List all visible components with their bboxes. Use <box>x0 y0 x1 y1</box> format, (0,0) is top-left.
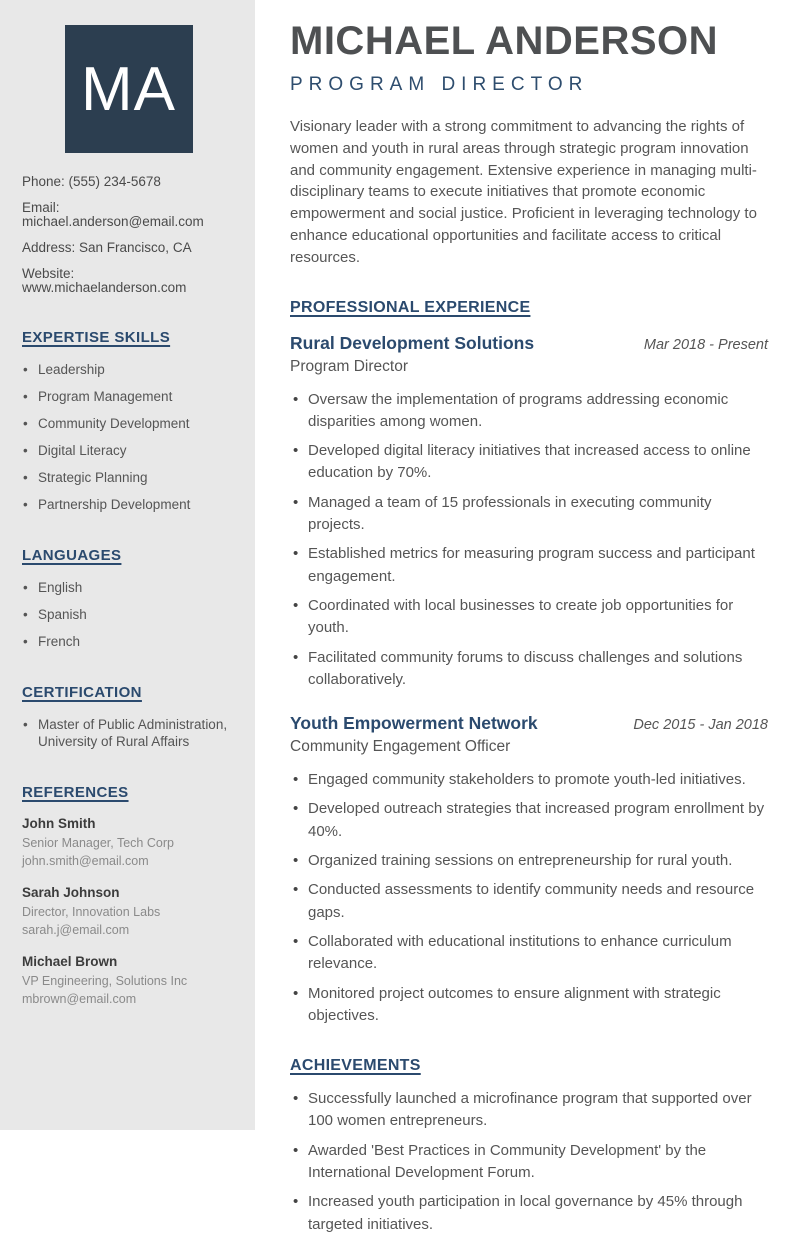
resume-name: MICHAEL ANDERSON <box>290 19 719 63</box>
reference-name: John Smith <box>22 816 96 831</box>
skill-item: • Strategic Planning <box>22 469 235 486</box>
job-bullet: • Organized training sessions on entrepreneurship for rural youth. <box>290 850 768 872</box>
section-expertise-skills <box>22 329 235 513</box>
job-bullet: • Developed outreach strategies that increased program enrollment by 40%. <box>290 798 768 843</box>
experience-heading: PROFESSIONAL EXPERIENCE <box>290 298 531 316</box>
achievement-bullet: • Successfully launched a microfinance program that supported over 100 women entrepreneurs. <box>290 1088 768 1133</box>
job-bullet: • Collaborated with educational institutions to enhance curriculum relevance. <box>290 931 768 976</box>
reference-name: Michael Brown <box>22 954 118 969</box>
skill-item: • Digital Literacy <box>22 442 235 459</box>
reference-email: john.smith@email.com <box>22 854 149 868</box>
reference-name: Sarah Johnson <box>22 885 120 900</box>
skill-item: • Community Development <box>22 415 235 432</box>
section-certification <box>22 684 235 750</box>
main-content <box>255 0 800 1233</box>
achievements-heading: ACHIEVEMENTS <box>290 1057 421 1075</box>
monogram-text: MA <box>81 54 176 124</box>
job-dates: Dec 2015 - Jan 2018 <box>633 717 768 734</box>
languages-heading: LANGUAGES <box>22 547 122 564</box>
language-item: • French <box>22 633 235 650</box>
contact-website: Website: www.michaelanderson.com <box>22 266 187 295</box>
experience-entry <box>290 713 768 1027</box>
contact-email: Email: michael.anderson@email.com <box>22 200 204 229</box>
job-bullet: • Coordinated with local businesses to create job opportunities for youth. <box>290 595 768 640</box>
reference-email: sarah.j@email.com <box>22 923 130 937</box>
reference-entry <box>22 885 235 939</box>
expertise-skills-heading: EXPERTISE SKILLS <box>22 329 171 346</box>
section-languages <box>22 547 235 650</box>
language-item: • English <box>22 579 235 596</box>
job-role: Community Engagement Officer <box>290 738 511 756</box>
job-bullet: • Developed digital literacy initiatives that increased access to online education by 70%. <box>290 440 768 485</box>
skill-item: • Partnership Development <box>22 496 235 513</box>
job-dates: Mar 2018 - Present <box>643 336 768 353</box>
job-bullet-list <box>290 389 768 692</box>
achievements-list <box>290 1088 768 1236</box>
job-bullet-list <box>290 769 768 1027</box>
company-name: Youth Empowerment Network <box>290 713 538 734</box>
job-header <box>290 713 768 734</box>
job-bullet: • Conducted assessments to identify community needs and resource gaps. <box>290 879 768 924</box>
reference-entry <box>22 954 235 1008</box>
references-heading: REFERENCES <box>22 784 129 801</box>
job-bullet: • Established metrics for measuring program success and participant engagement. <box>290 543 768 588</box>
job-header <box>290 333 768 354</box>
reference-email: mbrown@email.com <box>22 992 137 1006</box>
job-bullet: • Engaged community stakeholders to promote youth-led initiatives. <box>290 769 768 791</box>
skill-item: • Program Management <box>22 388 235 405</box>
resume-job-title: PROGRAM DIRECTOR <box>290 74 589 95</box>
job-bullet: • Monitored project outcomes to ensure alignment with strategic objectives. <box>290 983 768 1028</box>
achievement-bullet: • Awarded 'Best Practices in Community Development' by the International Development Forum. <box>290 1140 768 1185</box>
job-bullet: • Facilitated community forums to discuss challenges and solutions collaboratively. <box>290 647 768 692</box>
section-references <box>22 784 235 1008</box>
languages-list <box>22 579 235 650</box>
experience-entry <box>290 333 768 692</box>
achievement-bullet: • Increased youth participation in local governance by 45% through targeted initiatives. <box>290 1191 768 1236</box>
certification-heading: CERTIFICATION <box>22 684 142 701</box>
company-name: Rural Development Solutions <box>290 332 535 353</box>
sidebar <box>0 0 255 1130</box>
skill-item: • Leadership <box>22 361 235 378</box>
monogram-badge <box>65 25 193 153</box>
reference-role: Director, Innovation Labs <box>22 905 161 919</box>
summary-text: Visionary leader with a strong commitment to advancing the rights of women and youth in rural areas through strategic program innovation and community engagement. Extensive experience in managing multi-disciplinary teams to execute initiatives that promote economic empowerment and social justice. Proficient in leveraging technology to enhance educational opportunities and facilitate access to critical resources. <box>290 118 757 266</box>
reference-role: Senior Manager, Tech Corp <box>22 836 174 850</box>
job-bullet: • Managed a team of 15 professionals in executing community projects. <box>290 492 768 537</box>
job-role: Program Director <box>290 357 408 375</box>
reference-role: VP Engineering, Solutions Inc <box>22 974 188 988</box>
certification-list <box>22 716 235 750</box>
contact-info <box>22 175 235 295</box>
skills-list <box>22 361 235 513</box>
certification-item: • Master of Public Administration, University of Rural Affairs <box>22 716 235 750</box>
reference-entry <box>22 816 235 870</box>
contact-phone: Phone: (555) 234-5678 <box>22 174 161 189</box>
contact-address: Address: San Francisco, CA <box>22 240 192 255</box>
job-bullet: • Oversaw the implementation of programs addressing economic disparities among women. <box>290 389 768 434</box>
language-item: • Spanish <box>22 606 235 623</box>
